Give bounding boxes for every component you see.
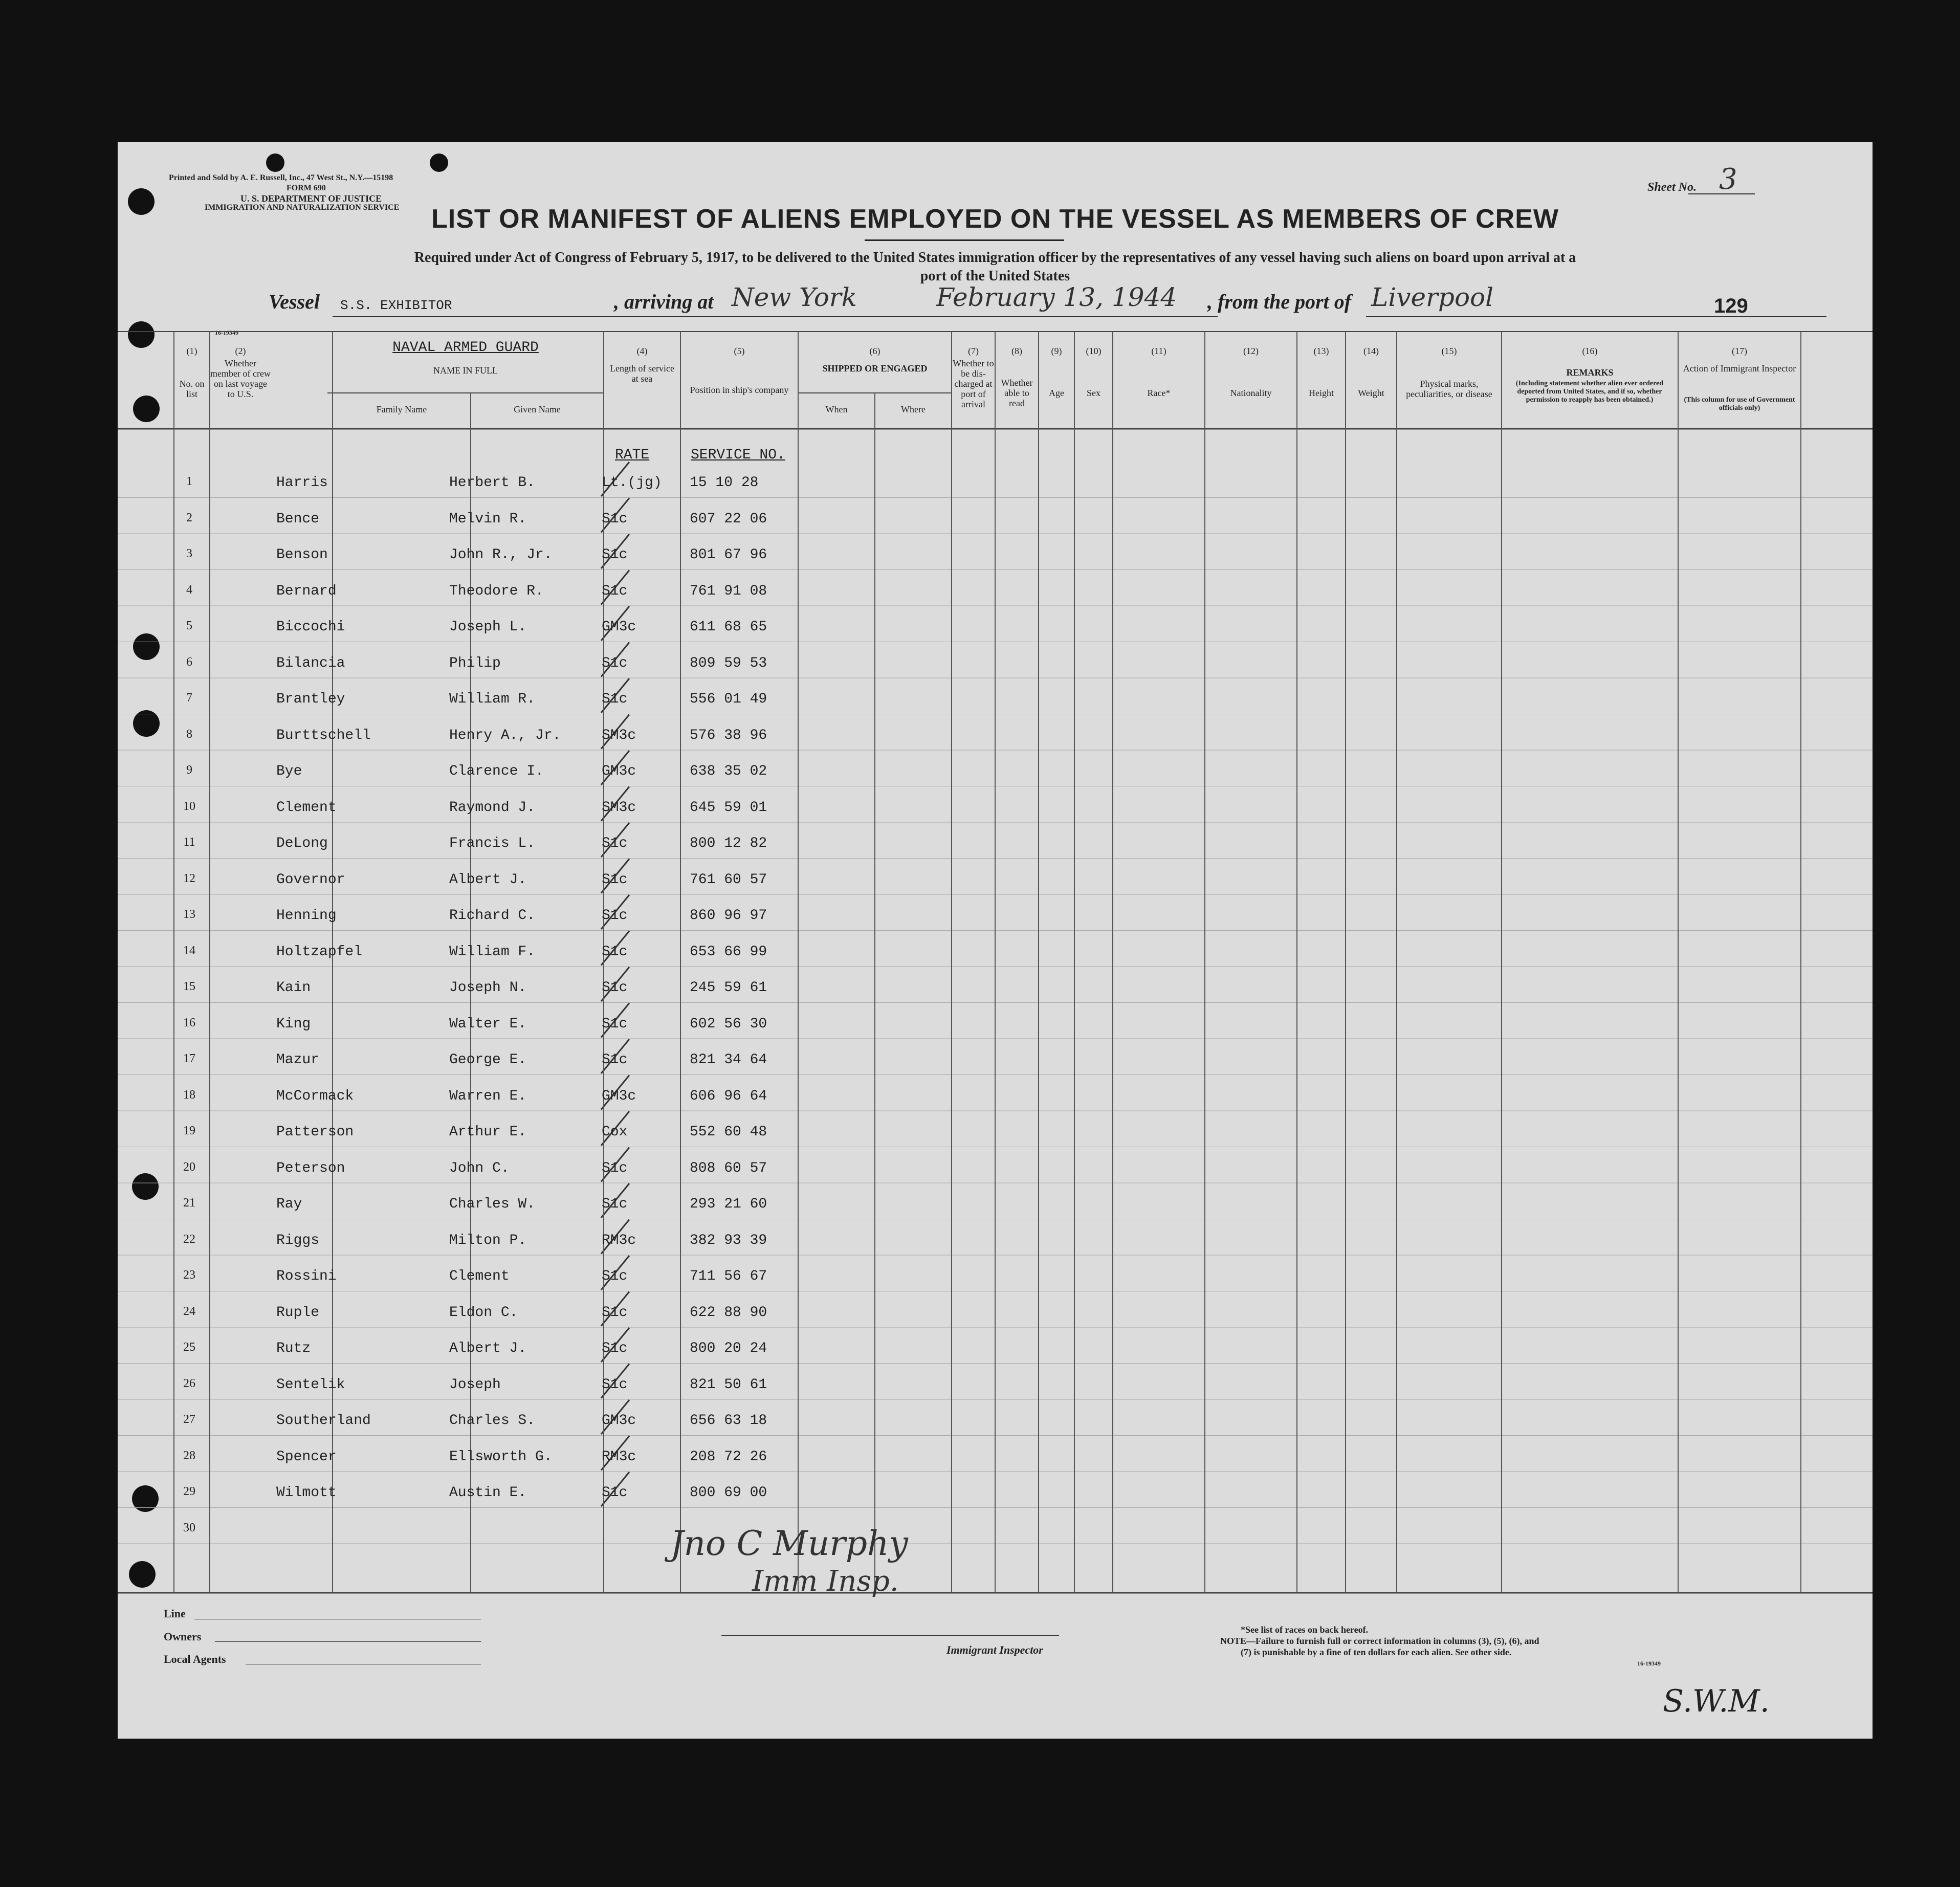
family-name-cell: Harris xyxy=(276,475,328,491)
col13-header: Height xyxy=(1309,388,1334,398)
table-row xyxy=(118,1511,1857,1547)
inspector-title-handwritten: Imm Insp. xyxy=(752,1565,899,1598)
row-number: 25 xyxy=(183,1341,195,1354)
row-number: 17 xyxy=(183,1052,195,1065)
given-name-cell: Francis L. xyxy=(449,836,536,851)
service-name: IMMIGRATION AND NATURALIZATION SERVICE xyxy=(205,203,400,212)
margin-initials: S.W.M. xyxy=(1663,1683,1770,1719)
col6-header: SHIPPED OR ENGAGED xyxy=(822,363,928,374)
remarks-note: (Including statement whether alien ever ordered deported from United States, and if so, whether permission to reapply has been obtained.) xyxy=(1515,380,1664,404)
table-row xyxy=(118,645,1857,681)
footer-agents-label: Local Agents xyxy=(164,1653,226,1665)
col14-header: Weight xyxy=(1358,388,1384,398)
rate-heading: RATE xyxy=(615,447,650,463)
service-heading: SERVICE NO. xyxy=(691,447,785,463)
given-name-cell: Charles W. xyxy=(449,1196,536,1212)
table-row xyxy=(118,1150,1857,1186)
given-name-cell: Charles S. xyxy=(449,1413,536,1429)
where-header: Where xyxy=(901,404,926,414)
given-name-cell: Theodore R. xyxy=(449,583,544,599)
row-number: 18 xyxy=(183,1088,195,1102)
col2-header: Whether member of crew on last voyage to U.S. xyxy=(210,358,271,399)
given-name-cell: Albert J. xyxy=(449,1341,527,1356)
row-number: 29 xyxy=(183,1485,195,1498)
rate-cell: S1c xyxy=(602,1304,628,1321)
row-number: 1 xyxy=(186,475,192,488)
family-name-cell: Bye xyxy=(276,763,302,779)
family-name-cell: Southerland xyxy=(276,1413,371,1429)
given-name-cell: Richard C. xyxy=(449,908,536,924)
table-row xyxy=(118,825,1857,861)
vessel-name: S.S. EXHIBITOR xyxy=(340,298,452,313)
service-number-cell: 801 67 96 xyxy=(690,547,767,563)
subtitle-line2: port of the United States xyxy=(920,268,1070,284)
given-name-cell: Albert J. xyxy=(449,871,527,888)
table-row xyxy=(118,537,1857,573)
row-number: 30 xyxy=(183,1521,195,1534)
table-row xyxy=(118,1294,1857,1330)
page-number: 129 xyxy=(1714,295,1748,317)
family-name-cell: Riggs xyxy=(276,1232,320,1248)
col9-number: (9) xyxy=(1051,346,1062,356)
col7-header: Whether to be dis-charged at port of arrival xyxy=(953,358,994,409)
given-name-cell: Walter E. xyxy=(449,1016,527,1032)
row-number: 11 xyxy=(183,836,195,849)
footer-owners-underline xyxy=(215,1641,481,1642)
group-label: NAVAL ARMED GUARD xyxy=(392,340,539,356)
rate-cell: RM3c xyxy=(602,1449,636,1465)
family-name-cell: Bilancia xyxy=(276,655,345,671)
service-number-cell: 382 93 39 xyxy=(690,1232,767,1248)
row-number: 12 xyxy=(183,871,195,885)
given-name-cell: Raymond J. xyxy=(449,799,536,816)
row-number: 24 xyxy=(183,1304,195,1318)
service-number-cell: 808 60 57 xyxy=(690,1160,767,1176)
footer-inspector-label: Immigrant Inspector xyxy=(946,1643,1043,1656)
col16-number: (16) xyxy=(1582,346,1598,356)
rate-cell: S1c xyxy=(602,1160,628,1176)
family-name-cell: Brantley xyxy=(276,691,345,707)
rate-cell: S1c xyxy=(602,836,628,851)
row-number: 8 xyxy=(186,727,192,741)
family-name-cell: Ruple xyxy=(276,1304,320,1321)
sheet-number: 3 xyxy=(1719,163,1737,196)
col4-header: Length of service at sea xyxy=(610,363,674,384)
footer-owners-label: Owners xyxy=(164,1630,202,1643)
footer-note2: NOTE—Failure to furnish full or correct information in columns (3), (5), (6), and xyxy=(1220,1636,1539,1646)
rate-cell: S1c xyxy=(602,1196,628,1212)
col1-header: No. on list xyxy=(179,379,205,399)
row-number: 6 xyxy=(186,655,192,669)
family-name-cell: Henning xyxy=(276,908,337,924)
col1-number: (1) xyxy=(186,346,197,356)
col12-number: (12) xyxy=(1243,346,1259,356)
rate-cell: S1c xyxy=(602,944,628,960)
row-number: 23 xyxy=(183,1268,195,1282)
service-number-cell: 208 72 26 xyxy=(690,1449,767,1465)
row-number: 2 xyxy=(186,511,192,524)
service-number-cell: 860 96 97 xyxy=(690,908,767,924)
table-row xyxy=(118,753,1857,789)
action-note: (This column for use of Government officials only) xyxy=(1684,396,1795,412)
family-name-cell: Holtzapfel xyxy=(276,944,363,960)
given-name-cell: Austin E. xyxy=(449,1485,527,1501)
col7-number: (7) xyxy=(968,346,979,356)
table-row xyxy=(118,970,1857,1005)
col16-header: REMARKS xyxy=(1566,367,1614,378)
table-row xyxy=(118,897,1857,933)
rate-cell: S1c xyxy=(602,980,628,996)
table-row xyxy=(118,1402,1857,1438)
footer-line-label: Line xyxy=(164,1607,186,1620)
table-row xyxy=(118,1475,1857,1510)
row-number: 7 xyxy=(186,691,192,705)
rate-cell: S1c xyxy=(602,871,628,888)
col11-header: Race* xyxy=(1147,388,1171,398)
rate-cell: S1c xyxy=(602,655,628,671)
table-row xyxy=(118,573,1857,609)
given-name-cell: William F. xyxy=(449,944,536,960)
row-number: 20 xyxy=(183,1160,195,1174)
table-row xyxy=(118,717,1857,753)
rate-cell: GM3c xyxy=(602,1413,636,1429)
service-number-cell: 552 60 48 xyxy=(690,1124,767,1140)
given-name-cell: John C. xyxy=(449,1160,510,1176)
rate-cell: Lt.(jg) xyxy=(602,475,662,491)
family-name-cell: Bernard xyxy=(276,583,337,599)
col8-number: (8) xyxy=(1011,346,1022,356)
col8-header: Whether able to read xyxy=(1001,378,1033,408)
col9-header: Age xyxy=(1049,388,1064,398)
service-number-cell: 245 59 61 xyxy=(690,980,767,996)
given-name-cell: Joseph L. xyxy=(449,619,527,635)
row-number: 22 xyxy=(183,1232,195,1246)
service-number-cell: 556 01 49 xyxy=(690,691,767,707)
row-number: 15 xyxy=(183,980,195,993)
footer-form-code: 16-19349 xyxy=(1637,1660,1661,1667)
family-name-cell: DeLong xyxy=(276,836,328,851)
row-number: 19 xyxy=(183,1124,195,1137)
given-name-cell: John R., Jr. xyxy=(449,547,553,563)
table-row xyxy=(118,501,1857,537)
manifest-sheet xyxy=(118,142,1873,1739)
given-name-cell: Philip xyxy=(449,655,501,671)
row-number: 26 xyxy=(183,1376,195,1390)
when-header: When xyxy=(825,404,848,414)
table-row xyxy=(118,934,1857,970)
service-number-cell: 761 91 08 xyxy=(690,583,767,599)
col3-header: NAME IN FULL xyxy=(433,365,498,376)
col6-number: (6) xyxy=(869,346,880,356)
row-number: 27 xyxy=(183,1413,195,1426)
given-name-cell: Clarence I. xyxy=(449,763,544,779)
service-number-cell: 602 56 30 xyxy=(690,1016,767,1032)
family-name-cell: Mazur xyxy=(276,1052,320,1068)
sheet-label: Sheet No. xyxy=(1647,181,1697,194)
given-name-cell: Warren E. xyxy=(449,1088,527,1104)
row-number: 10 xyxy=(183,799,195,813)
rate-cell: RM3c xyxy=(602,1232,636,1248)
row-number: 13 xyxy=(183,908,195,921)
family-name-cell: Biccochi xyxy=(276,619,345,635)
given-name-cell: Herbert B. xyxy=(449,475,536,491)
family-name-cell: Bence xyxy=(276,511,320,527)
row-number: 4 xyxy=(186,583,192,597)
service-number-cell: 800 12 82 xyxy=(690,836,767,851)
rate-cell: S1c xyxy=(602,547,628,563)
service-number-cell: 761 60 57 xyxy=(690,871,767,888)
given-name-cell: Milton P. xyxy=(449,1232,527,1248)
row-number: 14 xyxy=(183,944,195,957)
row-number: 21 xyxy=(183,1196,195,1210)
col14-number: (14) xyxy=(1363,346,1379,356)
from-port-label: , from the port of xyxy=(1207,290,1352,313)
col2-number: (2) xyxy=(235,346,246,356)
given-name-cell: George E. xyxy=(449,1052,527,1068)
given-name-header: Given Name xyxy=(514,404,561,414)
service-number-cell: 607 22 06 xyxy=(690,511,767,527)
table-row xyxy=(118,1006,1857,1042)
service-number-cell: 576 38 96 xyxy=(690,727,767,743)
service-number-cell: 638 35 02 xyxy=(690,763,767,779)
family-name-cell: Rossini xyxy=(276,1268,337,1284)
service-number-cell: 821 50 61 xyxy=(690,1376,767,1393)
col13-number: (13) xyxy=(1313,346,1329,356)
family-name-cell: King xyxy=(276,1016,311,1032)
department-name: U. S. DEPARTMENT OF JUSTICE xyxy=(240,193,382,204)
table-row xyxy=(118,1258,1857,1294)
rate-cell: S1c xyxy=(602,1341,628,1356)
family-name-cell: Ray xyxy=(276,1196,302,1212)
col10-header: Sex xyxy=(1087,388,1100,398)
departure-port: Liverpool xyxy=(1371,282,1494,312)
col11-number: (11) xyxy=(1151,346,1166,356)
service-number-cell: 611 68 65 xyxy=(690,619,767,635)
rate-cell: S1c xyxy=(602,691,628,707)
family-name-header: Family Name xyxy=(376,404,427,414)
footer-note1: *See list of races on back hereof. xyxy=(1241,1625,1369,1635)
col10-number: (10) xyxy=(1086,346,1102,356)
document-title: LIST OR MANIFEST OF ALIENS EMPLOYED ON THE VESSEL AS MEMBERS OF CREW xyxy=(431,204,1559,234)
given-name-cell: Melvin R. xyxy=(449,511,527,527)
row-number: 16 xyxy=(183,1016,195,1029)
rate-cell: GM3c xyxy=(602,1088,636,1104)
table-row xyxy=(118,789,1857,825)
family-name-cell: Spencer xyxy=(276,1449,337,1465)
table-row xyxy=(118,1222,1857,1258)
subtitle-line1: Required under Act of Congress of February 5, 1917, to be delivered to the United States immigration officer by the representatives of any vessel having such aliens on board upon arrival at a xyxy=(414,250,1576,266)
family-name-cell: Benson xyxy=(276,547,328,563)
table-row xyxy=(118,681,1857,717)
family-name-cell: McCormack xyxy=(276,1088,354,1104)
service-number-cell: 15 10 28 xyxy=(690,475,759,491)
given-name-cell: William R. xyxy=(449,691,536,707)
family-name-cell: Sentelik xyxy=(276,1376,345,1393)
table-row xyxy=(118,862,1857,897)
service-number-cell: 800 69 00 xyxy=(690,1485,767,1501)
rate-cell: S1c xyxy=(602,908,628,924)
rate-cell: SM3c xyxy=(602,799,636,816)
col15-number: (15) xyxy=(1441,346,1457,356)
given-name-cell: Clement xyxy=(449,1268,510,1284)
arriving-port: New York xyxy=(732,282,857,312)
rate-cell: GM3c xyxy=(602,619,636,635)
col5-header: Position in ship's company xyxy=(690,385,789,395)
printer-line: Printed and Sold by A. E. Russell, Inc., 47 West St., N.Y.—15198 xyxy=(169,173,393,182)
service-number-cell: 656 63 18 xyxy=(690,1413,767,1429)
family-name-cell: Burttschell xyxy=(276,727,371,743)
col17-header: Action of Immigrant Inspector xyxy=(1683,363,1796,374)
rate-cell: Cox xyxy=(602,1124,628,1140)
family-name-cell: Kain xyxy=(276,980,311,996)
rate-cell: S1c xyxy=(602,1376,628,1393)
row-number: 28 xyxy=(183,1449,195,1462)
rate-cell: S1c xyxy=(602,1052,628,1068)
form-number: FORM 690 xyxy=(287,184,326,192)
service-number-cell: 645 59 01 xyxy=(690,799,767,816)
family-name-cell: Patterson xyxy=(276,1124,354,1140)
service-number-cell: 606 96 64 xyxy=(690,1088,767,1104)
arriving-label: , arriving at xyxy=(614,290,714,313)
table-row xyxy=(118,609,1857,645)
row-number: 3 xyxy=(186,547,192,560)
family-name-cell: Clement xyxy=(276,799,337,816)
table-row xyxy=(118,1330,1857,1366)
given-name-cell: Ellsworth G. xyxy=(449,1449,553,1465)
given-name-cell: Joseph xyxy=(449,1376,501,1393)
footer-note3: (7) is punishable by a fine of ten dollars for each alien. See other side. xyxy=(1241,1647,1512,1657)
rate-cell: SM3c xyxy=(602,727,636,743)
col4-number: (4) xyxy=(636,346,648,356)
table-row xyxy=(118,1186,1857,1222)
given-name-cell: Henry A., Jr. xyxy=(449,727,561,743)
rate-cell: S1c xyxy=(602,1485,628,1501)
col5-number: (5) xyxy=(734,346,745,356)
service-number-cell: 711 56 67 xyxy=(690,1268,767,1284)
rate-cell: S1c xyxy=(602,1016,628,1032)
service-number-cell: 821 34 64 xyxy=(690,1052,767,1068)
rate-cell: GM3c xyxy=(602,763,636,779)
family-name-cell: Wilmott xyxy=(276,1485,337,1501)
table-row xyxy=(118,1439,1857,1475)
service-number-cell: 622 88 90 xyxy=(690,1304,767,1321)
inspector-line xyxy=(721,1635,1059,1636)
rate-cell: S1c xyxy=(602,583,628,599)
table-row xyxy=(118,1078,1857,1114)
form-code: 16-19349 xyxy=(215,329,238,336)
rate-cell: S1c xyxy=(602,511,628,527)
service-number-cell: 293 21 60 xyxy=(690,1196,767,1212)
col12-header: Nationality xyxy=(1230,388,1272,398)
given-name-cell: Joseph N. xyxy=(449,980,527,996)
row-number: 9 xyxy=(186,763,192,777)
family-name-cell: Governor xyxy=(276,871,345,888)
family-name-cell: Peterson xyxy=(276,1160,345,1176)
row-number: 5 xyxy=(186,619,192,632)
col17-number: (17) xyxy=(1732,346,1747,356)
table-row xyxy=(118,1042,1857,1078)
arrival-date: February 13, 1944 xyxy=(936,282,1177,312)
table-row xyxy=(118,465,1857,500)
service-number-cell: 653 66 99 xyxy=(690,944,767,960)
table-row xyxy=(118,1367,1857,1402)
family-name-cell: Rutz xyxy=(276,1341,311,1356)
col15-header: Physical marks, peculiarities, or disease xyxy=(1406,379,1492,399)
rate-cell: S1c xyxy=(602,1268,628,1284)
table-row xyxy=(118,1114,1857,1150)
service-number-cell: 800 20 24 xyxy=(690,1341,767,1356)
given-name-cell: Arthur E. xyxy=(449,1124,527,1140)
service-number-cell: 809 59 53 xyxy=(690,655,767,671)
given-name-cell: Eldon C. xyxy=(449,1304,518,1321)
vessel-label: Vessel xyxy=(269,290,320,313)
inspector-signature: Jno C Murphy xyxy=(670,1524,908,1563)
